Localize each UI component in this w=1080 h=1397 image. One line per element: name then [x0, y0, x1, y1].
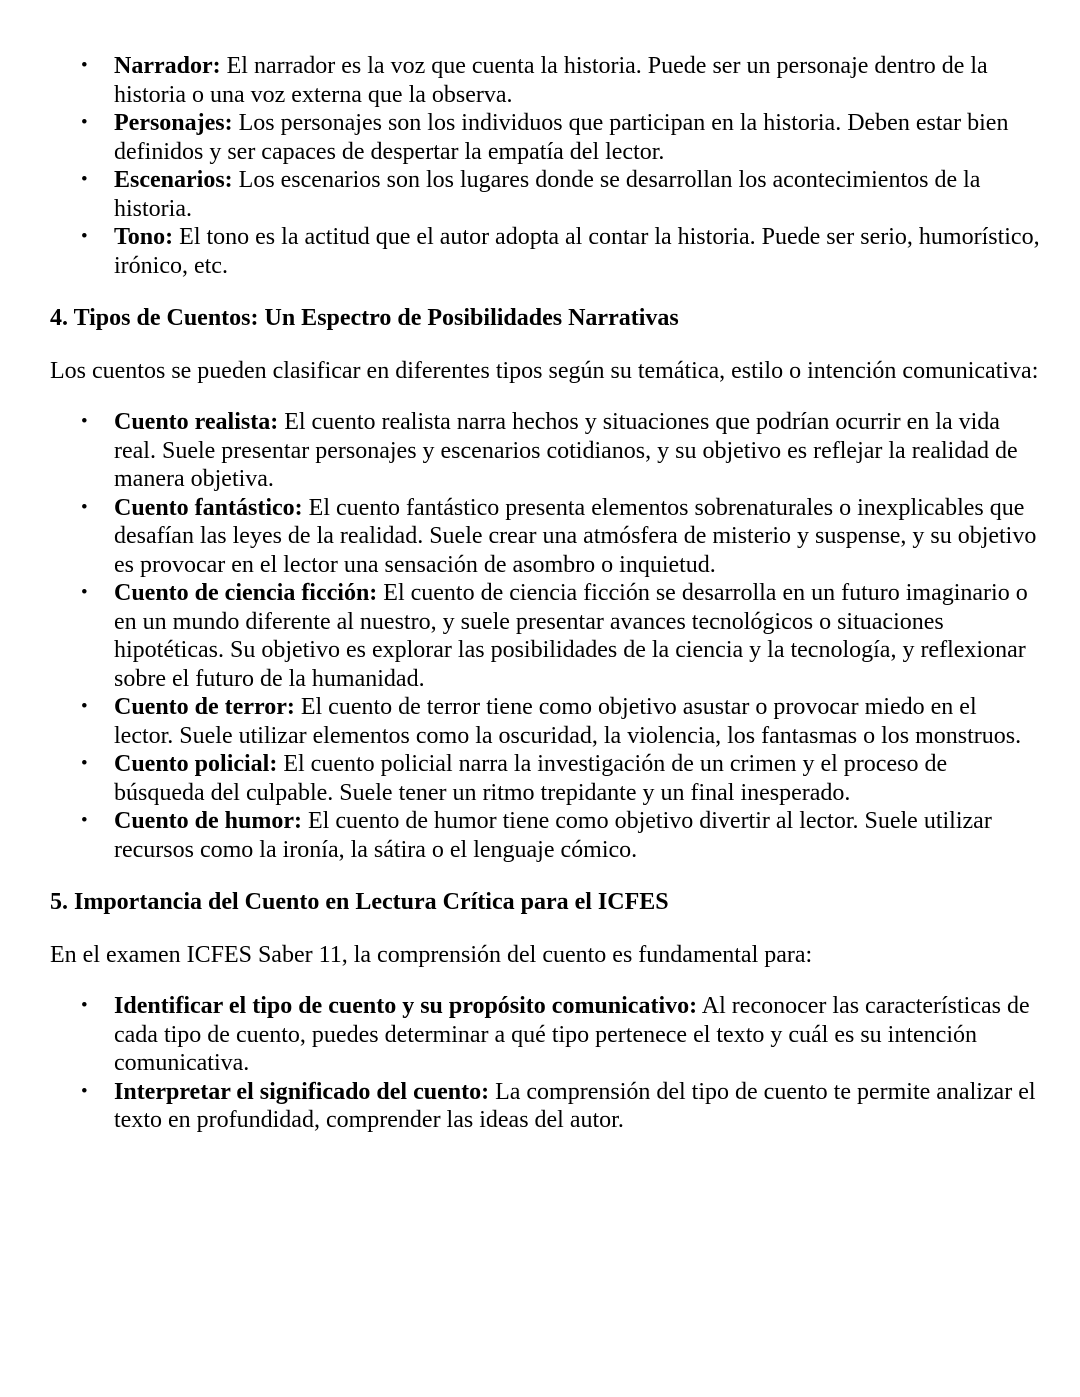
story-types-list: [50, 408, 1040, 864]
definition-text: El narrador es la voz que cuenta la historia. Puede ser un personaje dentro de la historia o una voz externa que la observa.: [114, 53, 988, 108]
term-identificar-tipo: Identificar el tipo de cuento y su propósito comunicativo:: [114, 993, 698, 1019]
term-cuento-fantastico: Cuento fantástico:: [114, 494, 303, 521]
term-cuento-policial: Cuento policial:: [114, 751, 278, 777]
section-5-heading: 5. Importancia del Cuento en Lectura Crítica para el ICFES: [50, 889, 669, 915]
list-item: [50, 494, 1040, 580]
icfes-importance-list: [50, 992, 1040, 1135]
term-cuento-ciencia-ficcion: Cuento de ciencia ficción:: [114, 580, 378, 606]
term-cuento-humor: Cuento de humor:: [114, 808, 303, 834]
section-5-intro: En el examen ICFES Saber 11, la comprensión del cuento es fundamental para:: [50, 941, 813, 968]
definition-text: Los escenarios son los lugares donde se desarrollan los acontecimientos de la historia.: [114, 167, 981, 222]
term-personajes: Personajes:: [114, 110, 233, 136]
list-item: [50, 750, 1040, 807]
definition-text: El cuento fantástico presenta elementos sobrenaturales o inexplicables que desafían las leyes de la realidad. Suele crear una atmósfera de misterio y suspense, y su objetivo es provocar en el lector una sensación de asombro o inquietud.: [114, 494, 1037, 578]
list-item: [50, 109, 1040, 166]
list-item: [50, 693, 1040, 750]
definition-text: El cuento de terror tiene como objetivo asustar o provocar miedo en el lector. Suele utilizar elementos como la oscuridad, la violencia, los fantasmas o los monstruos.: [114, 694, 1022, 749]
definition-text: Los personajes son los individuos que participan en la historia. Deben estar bien definidos y ser capaces de despertar la empatía del lector.: [114, 110, 1009, 165]
definition-text: El cuento policial narra la investigación de un crimen y el proceso de búsqueda del culpable. Suele tener un ritmo trepidante y un final inesperado.: [114, 751, 948, 806]
list-item: [50, 992, 1040, 1078]
term-cuento-realista: Cuento realista:: [114, 409, 279, 435]
term-escenarios: Escenarios:: [114, 167, 233, 193]
definition-text: El tono es la actitud que el autor adopta al contar la historia. Puede ser serio, humorístico, irónico, etc.: [114, 224, 1040, 279]
list-item: [50, 579, 1040, 693]
section-4-intro: Los cuentos se pueden clasificar en diferentes tipos según su temática, estilo o intención comunicativa:: [50, 357, 1039, 384]
list-item: [50, 223, 1040, 280]
list-item: [50, 1078, 1040, 1135]
definition-text: La comprensión del tipo de cuento te permite analizar el texto en profundidad, comprender las ideas del autor.: [114, 1078, 1036, 1133]
definition-text: Al reconocer las características de cada tipo de cuento, puedes determinar a qué tipo pertenece el texto y cuál es su intención comunicativa.: [114, 993, 1030, 1076]
term-narrador: Narrador:: [114, 53, 221, 79]
story-elements-list: [50, 52, 1040, 280]
list-item: [50, 807, 1040, 864]
term-cuento-terror: Cuento de terror:: [114, 694, 295, 720]
definition-text: El cuento de humor tiene como objetivo divertir al lector. Suele utilizar recursos como la ironía, la sátira o el lenguaje cómico.: [114, 808, 992, 863]
definition-text: El cuento de ciencia ficción se desarrolla en un futuro imaginario o en un mundo diferente al nuestro, y suele presentar avances tecnológicos o situaciones hipotéticas. Su objetivo es explorar las posibilidades de la ciencia y la tecnología, y reflexionar sobre el futuro de la humanidad.: [114, 580, 1028, 692]
section-4-heading: 4. Tipos de Cuentos: Un Espectro de Posibilidades Narrativas: [50, 305, 679, 331]
list-item: [50, 166, 1040, 223]
list-item: [50, 52, 1040, 109]
definition-text: El cuento realista narra hechos y situaciones que podrían ocurrir en la vida real. Suele presentar personajes y escenarios cotidianos, y su objetivo es reflejar la realidad de manera objetiva.: [114, 409, 1018, 492]
term-interpretar-significado: Interpretar el significado del cuento:: [114, 1078, 490, 1105]
list-item: [50, 408, 1040, 494]
term-tono: Tono:: [114, 224, 174, 250]
